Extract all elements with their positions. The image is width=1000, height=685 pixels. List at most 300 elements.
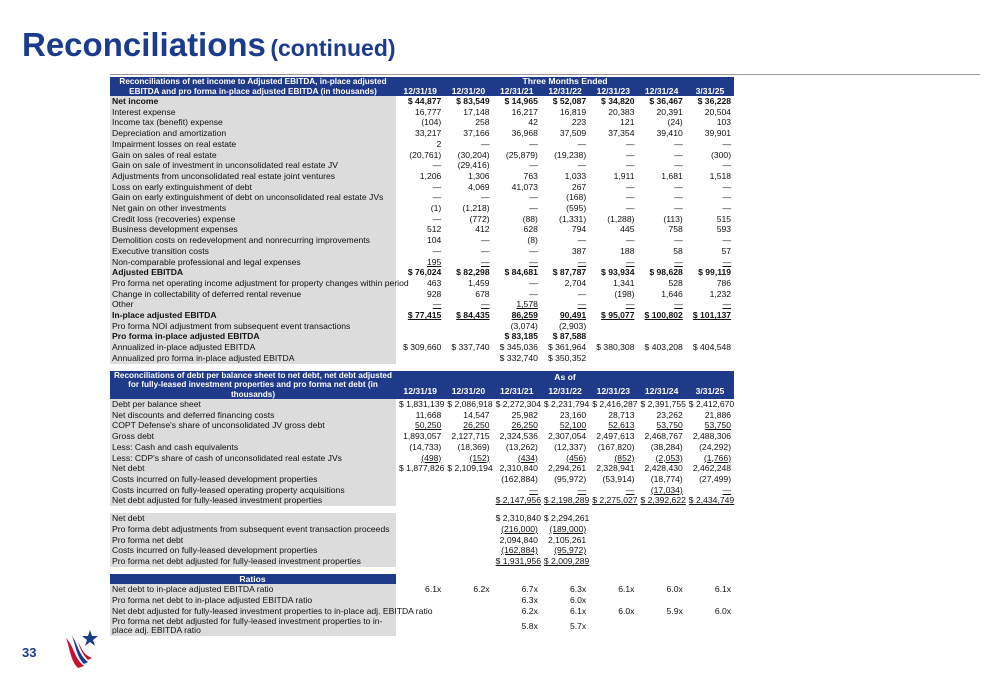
ratios-header-blank: [686, 574, 734, 585]
column-header-date: 12/31/24: [637, 87, 685, 97]
row-value: [686, 524, 734, 535]
row-value: (104): [421, 117, 442, 128]
row-value: (88): [522, 213, 538, 224]
row-value: 50,250: [415, 420, 442, 431]
row-value: [637, 321, 685, 332]
column-header-date: 12/31/19: [396, 87, 444, 97]
row-value: 1,578: [516, 299, 538, 310]
row-value: —: [529, 192, 538, 203]
row-value: [637, 513, 685, 524]
row-value: 528: [668, 277, 683, 288]
row-value: —: [481, 299, 490, 310]
row-value: $ 44,877: [407, 96, 442, 106]
row-value: $ 2,231,794: [543, 399, 590, 410]
row-value: [396, 331, 444, 342]
row-label: Loss on early extinguishment of debt: [110, 182, 396, 193]
row-value: —: [625, 181, 635, 192]
row-value: 28,713: [608, 409, 635, 420]
row-value: [589, 556, 637, 567]
row-value: 90,491: [559, 310, 587, 321]
debt-table-header: Reconciliations of debt per balance sheet to net debt, net debt adjusted for fully-leased investment properties and pro forma net debt (in thousands): [110, 371, 396, 400]
row-value: —: [722, 235, 732, 246]
row-value: —: [625, 235, 635, 246]
row-label: Annualized in-place adjusted EBITDA: [110, 342, 396, 353]
table-row: [110, 474, 734, 485]
row-value: 41,073: [511, 181, 538, 192]
row-label: COPT Defense's share of unconsolidated JV gross debt: [110, 420, 396, 431]
row-value: [686, 556, 734, 567]
row-value: 52,100: [559, 420, 587, 431]
row-value: 6.1x: [569, 605, 587, 616]
table-row: [110, 342, 734, 353]
row-label: Executive transition costs: [110, 246, 396, 257]
row-value: 223: [571, 117, 587, 128]
row-value: 928: [426, 288, 442, 299]
row-value: [589, 331, 637, 342]
row-value: 6.7x: [521, 584, 538, 595]
row-value: —: [722, 181, 732, 192]
row-value: 2,704: [564, 277, 587, 288]
row-value: 1,232: [709, 288, 732, 299]
row-value: 5.8x: [521, 620, 538, 631]
table-row: [110, 595, 734, 606]
row-value: 763: [523, 170, 538, 181]
ratios-header: Ratios: [110, 574, 396, 585]
row-value: —: [674, 181, 683, 192]
table-row: [110, 442, 734, 453]
row-value: 6.1x: [618, 584, 635, 595]
row-value: 53,750: [704, 420, 732, 431]
row-value: $ 2,086,918: [447, 399, 493, 410]
row-label: Adjusted EBITDA: [110, 267, 396, 278]
table-row: [110, 353, 734, 364]
row-value: [396, 485, 444, 496]
row-value: (19,238): [554, 149, 587, 160]
row-value: (2,903): [558, 320, 587, 331]
row-value: (1,288): [607, 213, 635, 224]
row-value: (216,000): [501, 523, 538, 534]
row-label: Debt per balance sheet: [110, 399, 396, 410]
row-value: $ 350,352: [547, 352, 587, 363]
row-value: 628: [523, 224, 538, 235]
row-value: [444, 606, 492, 617]
row-value: [444, 353, 492, 364]
table-row: [110, 128, 734, 139]
row-value: $ 2,275,027: [592, 495, 638, 506]
row-value: —: [529, 288, 538, 299]
row-value: —: [674, 203, 683, 214]
row-value: $ 2,412,670: [688, 399, 735, 410]
row-value: [444, 524, 492, 535]
ebitda-table-header: Reconciliations of net income to Adjusted EBITDA, in-place adjusted EBITDA and pro forma in-place adjusted EBITDA (in thousands): [110, 77, 396, 96]
table-row: [110, 331, 734, 342]
row-value: (1): [430, 203, 442, 214]
row-label: Less: Cash and cash equivalents: [110, 442, 396, 453]
row-label: Pro forma net operating income adjustment for property changes within period: [112, 277, 409, 288]
row-label: Pro forma NOI adjustment from subsequent event transactions: [110, 321, 396, 332]
row-value: $ 2,392,622: [640, 495, 686, 506]
row-label: Non-comparable professional and legal expenses: [110, 257, 396, 268]
row-value: 6.1x: [714, 584, 732, 595]
table-row: [110, 171, 734, 182]
table-row: [110, 139, 734, 150]
row-label: Net gain on other investments: [110, 203, 396, 214]
row-value: $ 404,548: [692, 342, 732, 353]
row-value: $ 36,467: [649, 96, 683, 106]
row-value: [686, 535, 734, 546]
row-value: —: [625, 138, 635, 149]
table-row: [110, 278, 734, 289]
row-value: $ 76,024: [407, 267, 442, 278]
row-value: 37,509: [559, 128, 587, 139]
row-value: $ 83,549: [456, 96, 490, 106]
row-value: (1,766): [703, 452, 732, 463]
row-value: [396, 353, 444, 364]
row-value: (189,000): [549, 523, 587, 534]
spacer-row: [110, 567, 734, 574]
row-value: 6.1x: [425, 584, 442, 595]
row-label: Gain on sales of real estate: [110, 150, 396, 161]
table-row: [110, 556, 734, 567]
row-value: —: [674, 160, 683, 171]
row-value: $ 98,628: [649, 267, 683, 278]
row-value: [444, 595, 492, 606]
row-value: (17,034): [650, 484, 683, 495]
row-value: 2,310,840: [499, 463, 538, 474]
spacer-cell: [110, 364, 734, 371]
row-value: (24,292): [699, 441, 732, 452]
row-value: $ 2,198,289: [543, 495, 590, 506]
row-value: $ 337,740: [451, 342, 490, 353]
row-value: —: [481, 138, 490, 149]
table-row: [110, 420, 734, 431]
row-label: Pro forma net debt to in-place adjusted EBITDA ratio: [110, 595, 396, 606]
row-value: (167,820): [597, 441, 635, 452]
row-value: —: [722, 203, 732, 214]
row-value: 2,328,941: [596, 463, 635, 474]
row-value: $ 2,009,289: [543, 555, 590, 566]
row-value: 2,497,613: [596, 431, 635, 442]
debt-period-title: As of: [396, 371, 734, 385]
row-value: 16,819: [559, 106, 587, 117]
row-label: Change in collectability of deferred rental revenue: [110, 289, 396, 300]
row-value: 11,668: [415, 409, 442, 420]
table-row: [110, 606, 734, 617]
row-value: —: [674, 299, 683, 310]
row-value: [589, 524, 637, 535]
row-value: 258: [475, 117, 490, 128]
row-value: [637, 331, 685, 342]
row-label: Net debt: [110, 513, 396, 524]
table-row: [110, 107, 734, 118]
table-row: [110, 410, 734, 421]
row-value: (300): [711, 149, 732, 160]
row-value: $ 87,588: [552, 331, 587, 342]
row-value: [637, 524, 685, 535]
row-value: $ 2,416,287: [592, 399, 638, 410]
row-value: [396, 616, 444, 636]
row-value: (595): [566, 203, 587, 214]
row-value: (852): [614, 452, 635, 463]
row-value: $ 332,740: [499, 352, 538, 363]
row-value: 103: [716, 117, 732, 128]
row-value: (198): [614, 288, 635, 299]
row-value: $ 2,434,749: [688, 495, 735, 506]
row-value: 5.7x: [569, 620, 587, 631]
title-divider: [110, 74, 980, 75]
row-value: —: [625, 149, 635, 160]
row-value: $ 84,681: [504, 267, 538, 278]
row-value: 593: [716, 224, 732, 235]
table-row: [110, 485, 734, 496]
spacer-cell: [110, 506, 734, 513]
row-value: [396, 556, 444, 567]
row-value: $ 101,137: [692, 310, 732, 321]
row-value: [686, 595, 734, 606]
row-label: Pro forma in-place adjusted EBITDA: [110, 331, 396, 342]
row-value: (38,284): [650, 441, 683, 452]
row-value: 794: [571, 224, 587, 235]
row-value: (95,972): [554, 545, 587, 556]
table-row: [110, 463, 734, 474]
row-value: —: [722, 138, 732, 149]
ratios-header-blank: [493, 574, 541, 585]
row-label: Net debt: [110, 463, 396, 474]
row-value: —: [529, 138, 538, 149]
row-value: —: [577, 235, 587, 246]
row-value: 463: [426, 277, 442, 288]
row-value: —: [577, 484, 587, 495]
ratios-header-blank: [444, 574, 492, 585]
row-value: [396, 535, 444, 546]
table-row: [110, 150, 734, 161]
row-value: $ 2,391,755: [640, 399, 686, 410]
row-value: 39,410: [656, 128, 683, 139]
row-value: [637, 595, 685, 606]
row-value: 17,148: [463, 106, 490, 117]
row-label: Annualized pro forma in-place adjusted EBITDA: [110, 353, 396, 364]
row-value: (24): [667, 117, 683, 128]
table-row: [110, 453, 734, 464]
row-value: 86,259: [511, 310, 538, 321]
row-value: [444, 616, 492, 636]
row-value: [444, 321, 492, 332]
row-value: [637, 535, 685, 546]
row-value: 23,262: [656, 409, 683, 420]
row-value: [589, 545, 637, 556]
column-header-date: 12/31/20: [444, 87, 492, 97]
row-value: 2,488,306: [692, 431, 732, 442]
row-label: Gain on sale of investment in unconsolidated real estate JV: [110, 160, 396, 171]
row-label: Depreciation and amortization: [110, 128, 396, 139]
row-value: 2,094,840: [499, 534, 538, 545]
row-value: 188: [620, 245, 635, 256]
row-value: $ 14,965: [504, 96, 538, 106]
row-value: —: [722, 160, 732, 171]
row-value: [396, 524, 444, 535]
row-value: —: [722, 192, 732, 203]
table-row: [110, 513, 734, 524]
table-row: [110, 321, 734, 332]
row-value: $ 99,119: [698, 267, 732, 278]
ratios-header-blank: [396, 574, 444, 585]
table-row: [110, 96, 734, 107]
row-value: [444, 485, 492, 496]
row-value: 21,886: [704, 409, 732, 420]
row-value: $ 2,272,304: [495, 399, 541, 410]
row-label: In-place adjusted EBITDA: [110, 310, 396, 321]
row-label: Net discounts and deferred financing costs: [110, 410, 396, 421]
row-label: Costs incurred on fully-leased development properties: [110, 474, 396, 485]
ratios-header-blank: [541, 574, 589, 585]
table-row: [110, 545, 734, 556]
row-value: $ 95,077: [601, 310, 635, 321]
title-main: Reconciliations: [22, 26, 266, 63]
row-label: Costs incurred on fully-leased operating property acquisitions: [110, 485, 396, 496]
row-value: [637, 556, 685, 567]
row-value: $ 1,831,139: [399, 399, 445, 410]
row-value: [396, 474, 444, 485]
ratios-header-blank: [637, 574, 685, 585]
row-value: $ 82,298: [456, 267, 490, 278]
row-value: $ 2,310,840: [495, 513, 541, 524]
spacer-cell: [110, 567, 734, 574]
row-value: —: [432, 181, 442, 192]
row-value: —: [529, 203, 538, 214]
row-value: $ 380,308: [596, 342, 635, 353]
row-value: (3,074): [510, 320, 538, 331]
row-value: —: [674, 192, 683, 203]
row-value: 387: [571, 245, 587, 256]
row-value: 5.9x: [666, 605, 683, 616]
row-value: 39,901: [704, 128, 732, 139]
row-value: 2,468,767: [644, 431, 683, 442]
row-value: [589, 535, 637, 546]
row-value: 758: [668, 224, 683, 235]
row-value: (20,761): [409, 149, 442, 160]
row-value: $ 84,435: [456, 310, 490, 321]
row-value: (12,337): [554, 441, 587, 452]
table-row: [110, 192, 734, 203]
row-value: —: [577, 256, 587, 267]
table-row: [110, 431, 734, 442]
row-value: —: [432, 192, 442, 203]
row-value: 2,294,261: [547, 463, 587, 474]
row-value: —: [577, 138, 587, 149]
row-value: —: [529, 277, 538, 288]
row-value: (2,053): [655, 452, 683, 463]
table-row: [110, 584, 734, 595]
spacer-row: [110, 364, 734, 371]
row-value: —: [722, 256, 732, 267]
row-value: 2,462,248: [692, 463, 732, 474]
row-value: 2,307,054: [547, 431, 587, 442]
table-row: [110, 399, 734, 410]
reconciliation-sheet: [110, 77, 734, 636]
row-value: 2: [436, 138, 442, 149]
row-value: —: [577, 299, 587, 310]
row-value: 412: [475, 224, 490, 235]
row-value: [444, 556, 492, 567]
row-value: [444, 545, 492, 556]
row-label: Less: CDP's share of cash of unconsolidated real estate JVs: [110, 453, 396, 464]
row-value: 36,968: [511, 128, 538, 139]
row-value: —: [625, 160, 635, 171]
row-value: 1,459: [468, 277, 490, 288]
row-value: 1,518: [709, 170, 732, 181]
table-row: [110, 182, 734, 193]
row-value: (18,774): [650, 474, 683, 484]
row-value: [686, 353, 734, 364]
row-value: 37,166: [463, 128, 490, 139]
row-label: Business development expenses: [110, 224, 396, 235]
row-label: Demolition costs on redevelopment and nonrecurring improvements: [110, 235, 396, 246]
row-value: 512: [426, 224, 442, 235]
row-value: —: [674, 235, 683, 246]
row-value: $ 361,964: [547, 342, 587, 353]
row-value: (18,369): [457, 441, 490, 452]
row-value: 6.0x: [666, 584, 683, 595]
row-label: Pro forma debt adjustments from subsequent event transaction proceeds: [110, 524, 396, 535]
row-value: 1,681: [661, 170, 683, 181]
row-value: 6.0x: [714, 605, 732, 616]
table-row: [110, 257, 734, 268]
row-value: [589, 513, 637, 524]
row-value: 52,613: [608, 420, 635, 431]
row-value: [444, 474, 492, 485]
row-value: (113): [663, 213, 683, 224]
row-value: 20,504: [704, 106, 732, 117]
column-header-date: 12/31/22: [541, 87, 589, 97]
table-row: [110, 267, 734, 278]
row-label: Pro forma net debt adjusted for fully-leased investment properties: [110, 556, 396, 567]
ratios-header-blank: [589, 574, 637, 585]
table-row: [110, 535, 734, 546]
row-value: —: [432, 245, 442, 256]
row-value: 2,324,536: [499, 431, 538, 442]
row-value: 4,069: [468, 181, 490, 192]
column-header-date: 12/31/21: [493, 87, 541, 97]
row-value: —: [481, 256, 490, 267]
row-value: 786: [716, 277, 732, 288]
row-label: Costs incurred on fully-leased development properties: [110, 545, 396, 556]
row-value: $ 34,820: [601, 96, 635, 106]
row-value: 37,354: [608, 128, 635, 139]
row-value: $ 1,931,956: [495, 555, 541, 566]
row-value: —: [432, 299, 442, 310]
row-value: 121: [620, 117, 635, 128]
row-value: 58: [673, 245, 683, 256]
row-value: —: [529, 484, 538, 495]
row-value: [686, 545, 734, 556]
row-value: $ 36,228: [697, 96, 732, 106]
row-value: [589, 353, 637, 364]
row-value: 23,160: [559, 409, 587, 420]
row-value: [686, 331, 734, 342]
row-value: [686, 616, 734, 636]
table-row: [110, 117, 734, 128]
row-value: $ 403,208: [644, 342, 683, 353]
row-value: 6.2x: [521, 605, 538, 616]
row-value: —: [722, 299, 732, 310]
row-value: —: [432, 213, 442, 224]
row-value: —: [625, 203, 635, 214]
row-value: $ 345,036: [499, 342, 538, 353]
row-label: Other: [110, 299, 396, 310]
row-value: (29,416): [457, 160, 490, 171]
row-value: [396, 495, 444, 506]
table-row: [110, 235, 734, 246]
